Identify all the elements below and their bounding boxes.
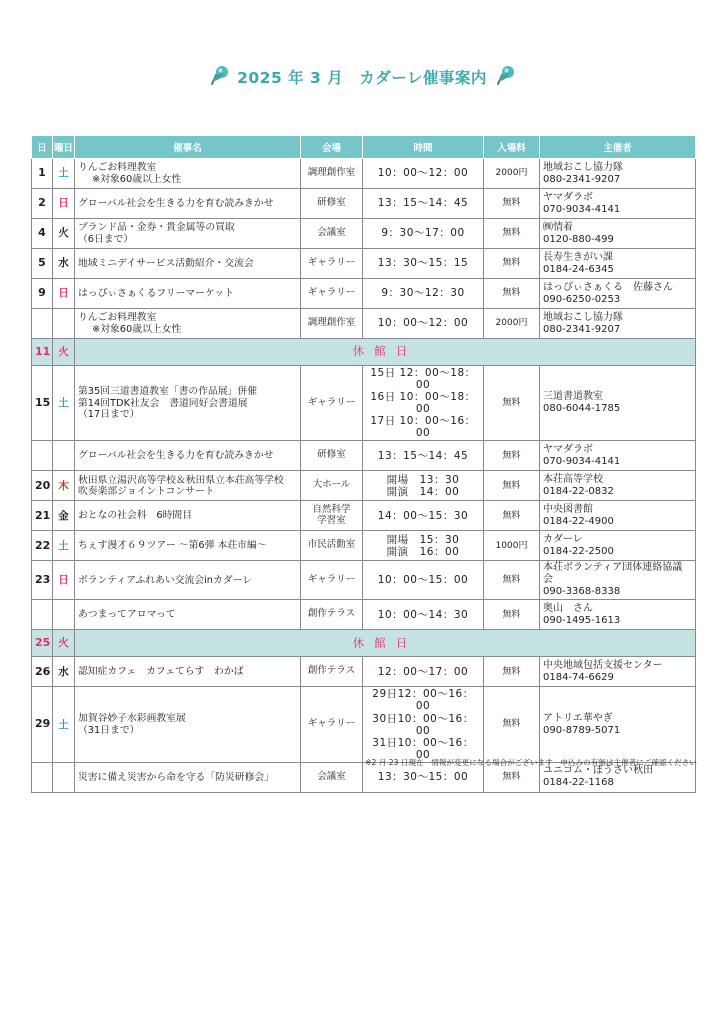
- cell-day: [32, 600, 53, 630]
- table-row: [32, 219, 696, 249]
- cell-time: [363, 249, 484, 279]
- cell-fee: 2000円: [484, 159, 540, 189]
- cell-venue-line: 研修室: [317, 197, 346, 209]
- cell-organizer-line: ㈱情着: [543, 221, 573, 233]
- table-row: [32, 561, 696, 600]
- table-row: [32, 249, 696, 279]
- cell-day: 9: [32, 279, 53, 309]
- cell-event: [75, 657, 301, 687]
- cell-time-line: 9：30～12：30: [381, 287, 465, 300]
- cell-organizer: [540, 531, 696, 561]
- event-table: [31, 135, 696, 793]
- cell-time: [363, 561, 484, 600]
- cell-dow: 日: [53, 561, 75, 600]
- cell-event-line: 地域ミニデイサービス活動紹介・交流会: [78, 257, 254, 269]
- cell-time: [363, 501, 484, 531]
- table-row: [32, 687, 696, 762]
- cell-venue: [301, 657, 363, 687]
- cell-organizer-line: 080-2341-9207: [543, 173, 621, 185]
- cell-time-line: 16日 10：00～18：00: [370, 391, 476, 416]
- cell-venue: [301, 531, 363, 561]
- cell-event-line: 第14回TDK社友会 書道同好会書道展: [78, 397, 248, 409]
- cell-time: [363, 687, 484, 762]
- cell-dow: [53, 309, 75, 339]
- cell-venue: [301, 366, 363, 441]
- cell-venue: [301, 249, 363, 279]
- cell-time: [363, 471, 484, 501]
- cell-time: [363, 366, 484, 441]
- cell-venue-line: 創作テラス: [307, 665, 356, 677]
- cell-organizer-line: 0184-22-0832: [543, 485, 614, 497]
- table-row: [32, 159, 696, 189]
- cell-fee: 無料: [484, 189, 540, 219]
- cell-event-line: 秋田県立湯沢高等学校＆秋田県立本荘高等学校: [78, 474, 284, 486]
- closed-day-row: [32, 630, 696, 657]
- cell-event-line: りんごお料理教室: [78, 312, 157, 324]
- cell-dow: 水: [53, 657, 75, 687]
- cell-time-line: 31日10：00～16：00: [372, 736, 474, 761]
- cell-venue-line: ギャラリー: [307, 396, 356, 408]
- cell-venue: [301, 600, 363, 630]
- cell-time-line: 17日 10：00～16：00: [370, 415, 476, 440]
- cell-organizer-line: 070-9034-4141: [543, 203, 621, 215]
- cell-event-line: 第35回三道書道教室「書の作品展」併催: [78, 386, 258, 398]
- footnote: ※2 月 23 日現在 情報が変更になる場合がございます 申込みの有無は主催者にご確認ください: [365, 758, 697, 767]
- cell-event-line: あつまってアロマって: [78, 609, 176, 621]
- cell-time-line: 13：15～14：45: [377, 449, 469, 462]
- cell-organizer-line: 0184-22-2500: [543, 545, 614, 557]
- cell-event: [75, 219, 301, 249]
- table-row: [32, 279, 696, 309]
- cell-venue: [301, 471, 363, 501]
- cell-time-line: 13：30～15：15: [377, 257, 469, 270]
- cell-organizer: [540, 309, 696, 339]
- cell-time-line: 開演 16：00: [386, 545, 460, 558]
- cell-venue-line: 自然科学: [312, 503, 351, 515]
- cell-dow: 土: [53, 531, 75, 561]
- cell-venue: [301, 279, 363, 309]
- cell-venue: [301, 309, 363, 339]
- cell-time-line: 15日 12：00～18：00: [370, 367, 476, 392]
- cell-day: 4: [32, 219, 53, 249]
- cell-time-line: 10：00～14：30: [377, 608, 469, 621]
- cell-event: [75, 279, 301, 309]
- cell-event-line: グローバル社会を生きる力を育む読みきかせ: [78, 450, 274, 462]
- cell-venue: [301, 159, 363, 189]
- table-row: [32, 189, 696, 219]
- cell-event-line: おとなの社会科 6時間目: [78, 510, 192, 522]
- cell-venue: [301, 441, 363, 471]
- cell-organizer: [540, 189, 696, 219]
- cell-organizer-line: 本荘ボランティア団体連絡協議会: [543, 562, 683, 586]
- cell-organizer-line: 地域おこし協力隊: [543, 311, 623, 323]
- cell-dow: [53, 441, 75, 471]
- cell-event-line: りんごお料理教室: [78, 162, 157, 174]
- cell-fee: 無料: [484, 441, 540, 471]
- cell-fee: 無料: [484, 762, 540, 792]
- title-area: [0, 60, 724, 94]
- cell-organizer-line: 080-6044-1785: [543, 403, 621, 415]
- page-title: 2025 年 3 月 カダーレ催事案内: [237, 69, 487, 87]
- cell-organizer: [540, 471, 696, 501]
- cell-event: [75, 159, 301, 189]
- table-row: [32, 531, 696, 561]
- cell-dow: 木: [53, 471, 75, 501]
- cell-dow: 日: [53, 279, 75, 309]
- cell-venue: [301, 687, 363, 762]
- cell-time-line: 12：00～17：00: [377, 665, 469, 678]
- cell-time-line: 13：30～15：00: [377, 771, 469, 784]
- cell-time-line: 10：00～12：00: [377, 317, 469, 330]
- cell-organizer-line: ヤマダラボ: [543, 191, 593, 203]
- cell-dow: 火: [53, 339, 75, 366]
- cell-organizer: [540, 219, 696, 249]
- cell-event-line: ボランティアふれあい交流会inカダーレ: [78, 574, 253, 586]
- cell-organizer-line: 中央地域包括支援センター: [543, 659, 663, 671]
- cell-dow: 土: [53, 159, 75, 189]
- cell-dow: 土: [53, 366, 75, 441]
- cell-venue: [301, 219, 363, 249]
- cell-day: [32, 441, 53, 471]
- cell-event-line: 加賀谷妙子水彩画教室展: [78, 713, 186, 725]
- cell-time-line: 14：00～15：30: [377, 509, 469, 522]
- cell-venue: [301, 189, 363, 219]
- cell-fee: 1000円: [484, 531, 540, 561]
- cell-organizer: [540, 657, 696, 687]
- cell-organizer-line: 090-1495-1613: [543, 614, 621, 626]
- pushpin-icon: [493, 64, 517, 90]
- cell-time: [363, 657, 484, 687]
- cell-dow: 水: [53, 249, 75, 279]
- pushpin-icon: [207, 64, 231, 90]
- cell-time: [363, 441, 484, 471]
- cell-event: [75, 189, 301, 219]
- cell-organizer-line: 0184-22-4900: [543, 515, 614, 527]
- cell-day: 2: [32, 189, 53, 219]
- table-row: [32, 366, 696, 441]
- cell-event-line: （6日まで）: [78, 233, 134, 245]
- cell-day: 11: [32, 339, 53, 366]
- cell-organizer: [540, 561, 696, 600]
- table-row: [32, 657, 696, 687]
- cell-organizer-line: ヤマダラボ: [543, 443, 593, 455]
- cell-fee: 無料: [484, 561, 540, 600]
- cell-time-line: 開場 15：30: [386, 533, 460, 546]
- cell-event-line: ブランド品・金券・貴金属等の買取: [78, 222, 235, 234]
- cell-organizer-line: カダーレ: [543, 533, 583, 545]
- cell-venue-line: 調理創作室: [307, 167, 356, 179]
- cell-event: [75, 600, 301, 630]
- cell-dow: 金: [53, 501, 75, 531]
- table-row: [32, 309, 696, 339]
- cell-time: [363, 600, 484, 630]
- cell-venue-line: 市民活動室: [307, 539, 356, 551]
- cell-event-line: 認知症カフェ カフェてらす わかば: [78, 666, 244, 678]
- header-time: 時間: [363, 136, 484, 159]
- cell-venue-line: 会議室: [317, 770, 346, 782]
- cell-day: 1: [32, 159, 53, 189]
- cell-day: 5: [32, 249, 53, 279]
- cell-organizer-line: はっぴぃさぁくる 佐藤さん: [543, 281, 673, 293]
- cell-time-line: 29日12：00～16：00: [372, 688, 474, 713]
- cell-time: [363, 159, 484, 189]
- cell-event-line: 吹奏楽部ジョイントコンサート: [78, 485, 215, 497]
- cell-venue-line: 学習室: [317, 514, 346, 526]
- cell-event-line: （31日まで）: [78, 724, 140, 736]
- cell-day: 23: [32, 561, 53, 600]
- cell-time: [363, 309, 484, 339]
- cell-fee: 無料: [484, 219, 540, 249]
- header-venue: 会場: [301, 136, 363, 159]
- cell-dow: 火: [53, 630, 75, 657]
- cell-fee: 無料: [484, 687, 540, 762]
- cell-event-line: はっぴぃさぁくるフリーマーケット: [78, 287, 234, 299]
- cell-fee: 2000円: [484, 309, 540, 339]
- cell-venue-line: ギャラリー: [307, 287, 356, 299]
- cell-fee: 無料: [484, 471, 540, 501]
- cell-organizer: [540, 441, 696, 471]
- cell-organizer-line: 080-2341-9207: [543, 323, 621, 335]
- cell-day: 21: [32, 501, 53, 531]
- cell-day: 26: [32, 657, 53, 687]
- cell-event: [75, 471, 301, 501]
- cell-dow: [53, 600, 75, 630]
- cell-day: 20: [32, 471, 53, 501]
- cell-organizer-line: 090-8789-5071: [543, 724, 621, 736]
- cell-organizer-line: 0184-74-6629: [543, 671, 614, 683]
- cell-time-line: 開演 14：00: [386, 485, 460, 498]
- cell-fee: 無料: [484, 366, 540, 441]
- cell-venue-line: 大ホール: [312, 479, 351, 491]
- cell-venue: [301, 501, 363, 531]
- cell-organizer-line: 中央図書館: [543, 503, 593, 515]
- cell-event-line: （17日まで）: [78, 408, 140, 420]
- closed-day-row: [32, 339, 696, 366]
- cell-fee: 無料: [484, 501, 540, 531]
- cell-time: [363, 531, 484, 561]
- cell-venue-line: 創作テラス: [307, 608, 356, 620]
- cell-organizer: [540, 279, 696, 309]
- cell-organizer-line: 地域おこし協力隊: [543, 161, 623, 173]
- header-dow: 曜日: [53, 136, 75, 159]
- cell-organizer: [540, 600, 696, 630]
- cell-event-line: グローバル社会を生きる力を育む読みきかせ: [78, 197, 274, 209]
- cell-organizer-line: 090-3368-8338: [543, 586, 621, 598]
- cell-dow: 火: [53, 219, 75, 249]
- cell-organizer: [540, 249, 696, 279]
- cell-event: [75, 441, 301, 471]
- cell-organizer-line: ユニコム・ぼうさい秋田: [543, 765, 653, 777]
- cell-organizer-line: アトリエ華やぎ: [543, 712, 613, 724]
- cell-fee: 無料: [484, 657, 540, 687]
- cell-time-line: 10：00～15：00: [377, 574, 469, 587]
- cell-organizer-line: 090-6250-0253: [543, 293, 621, 305]
- cell-fee: 無料: [484, 600, 540, 630]
- cell-dow: 日: [53, 189, 75, 219]
- cell-day: 15: [32, 366, 53, 441]
- cell-venue-line: 会議室: [317, 227, 346, 239]
- cell-day: 22: [32, 531, 53, 561]
- cell-time-line: 開場 13：30: [386, 473, 460, 486]
- cell-organizer: [540, 687, 696, 762]
- cell-event: [75, 531, 301, 561]
- cell-time: [363, 279, 484, 309]
- cell-organizer: [540, 366, 696, 441]
- cell-time-line: 9：30～17：00: [381, 227, 465, 240]
- cell-venue-line: 研修室: [317, 449, 346, 461]
- cell-organizer-line: 本荘高等学校: [543, 473, 603, 485]
- closed-message: 休館日: [75, 339, 696, 366]
- cell-event-line: ※対象60歳以上女性: [92, 323, 182, 335]
- cell-time: [363, 189, 484, 219]
- header-event: 催事名: [75, 136, 301, 159]
- cell-venue-line: ギャラリー: [307, 718, 356, 730]
- cell-event: [75, 561, 301, 600]
- cell-event: [75, 366, 301, 441]
- cell-day: [32, 309, 53, 339]
- cell-organizer-line: 0184-22-1168: [543, 777, 614, 789]
- cell-organizer: [540, 159, 696, 189]
- cell-time-line: 10：00～12：00: [377, 167, 469, 180]
- cell-day: 29: [32, 687, 53, 762]
- cell-event-line: ※対象60歳以上女性: [92, 173, 182, 185]
- closed-message: 休館日: [75, 630, 696, 657]
- cell-event: [75, 309, 301, 339]
- cell-dow: 土: [53, 687, 75, 762]
- cell-time-line: 13：15～14：45: [377, 197, 469, 210]
- header-organizer: 主催者: [540, 136, 696, 159]
- cell-venue-line: ギャラリー: [307, 257, 356, 269]
- cell-organizer-line: 長寿生きがい課: [543, 251, 613, 263]
- cell-fee: 無料: [484, 249, 540, 279]
- cell-organizer-line: 0184-24-6345: [543, 263, 614, 275]
- cell-event: [75, 501, 301, 531]
- cell-event: [75, 687, 301, 762]
- table-row: [32, 600, 696, 630]
- cell-organizer-line: 0120-880-499: [543, 233, 614, 245]
- cell-organizer-line: 三道書道教室: [543, 391, 603, 403]
- cell-venue: [301, 561, 363, 600]
- table-header: [32, 136, 696, 159]
- table-row: [32, 501, 696, 531]
- cell-event: [75, 249, 301, 279]
- header-day: 日: [32, 136, 53, 159]
- cell-time-line: 30日10：00～16：00: [372, 712, 474, 737]
- cell-event-line: 災害に備え災害から命を守る「防災研修会」: [78, 771, 274, 783]
- cell-event-line: ちぇす漫才６９ツアー ～第6弾 本荘市編～: [78, 540, 267, 552]
- cell-venue-line: 調理創作室: [307, 317, 356, 329]
- table-row: [32, 441, 696, 471]
- cell-time: [363, 219, 484, 249]
- table-row: [32, 471, 696, 501]
- cell-organizer-line: 070-9034-4141: [543, 455, 621, 467]
- cell-organizer: [540, 501, 696, 531]
- cell-day: 25: [32, 630, 53, 657]
- cell-organizer-line: 奥山 さん: [543, 602, 593, 614]
- cell-venue-line: ギャラリー: [307, 573, 356, 585]
- cell-fee: 無料: [484, 279, 540, 309]
- header-fee: 入場料: [484, 136, 540, 159]
